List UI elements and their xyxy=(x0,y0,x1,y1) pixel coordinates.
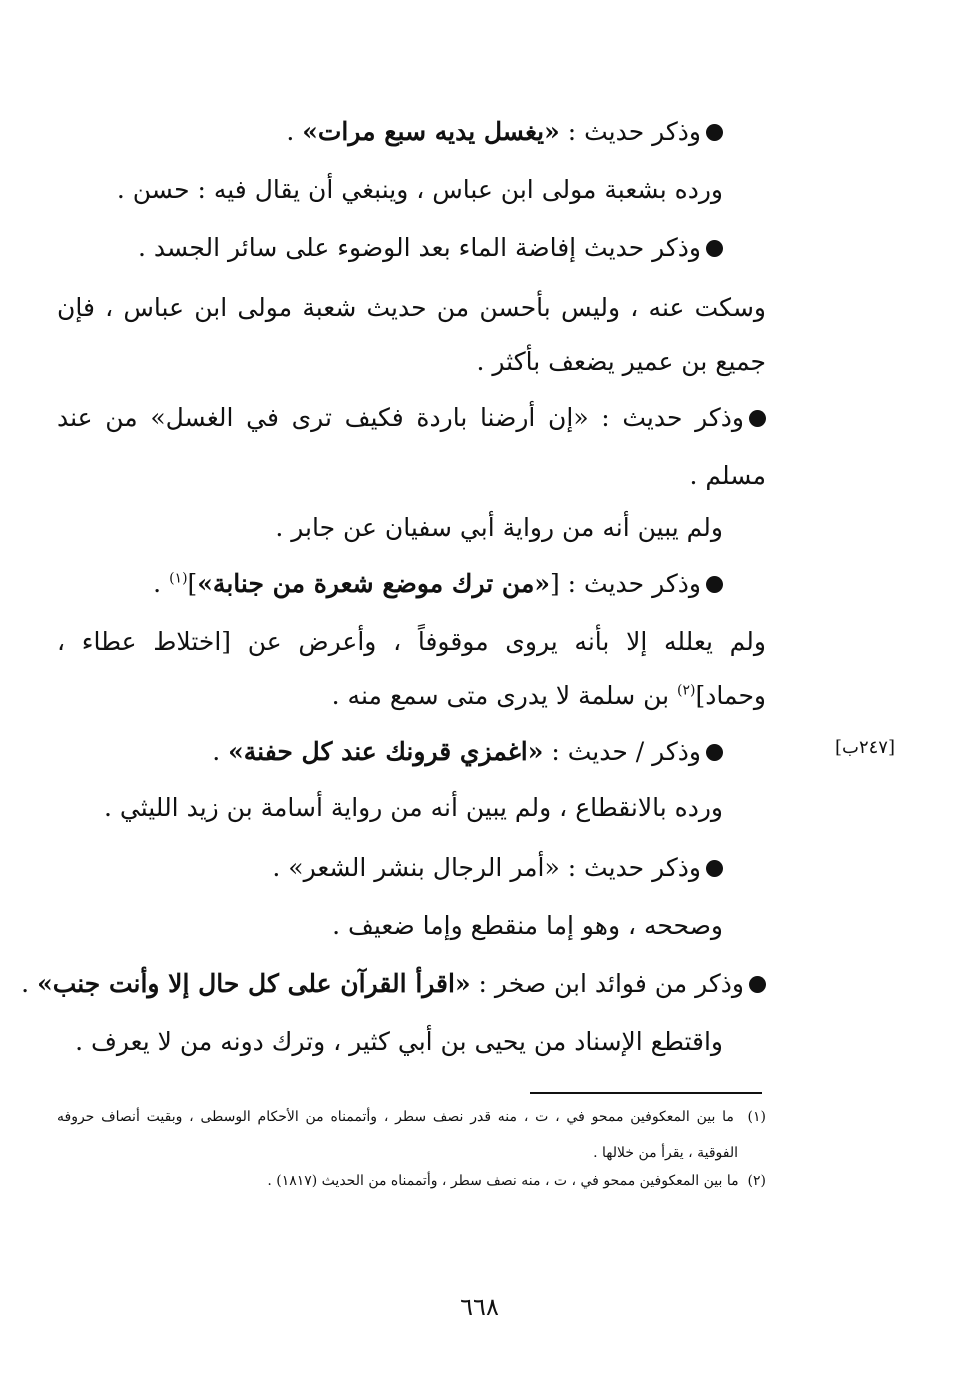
text-line: وذكر حديث : «أمر الرجال بنشر الشعر» . xyxy=(272,848,723,888)
text-line: ولم يعلله إلا بأنه يروى موقوفاً ، وأعرض عن [اختلاط عطاء ، xyxy=(57,627,766,656)
footnote: (١) ما بين المعكوفين ممحو في ، ت ، منه قدر نصف سطر ، وأتممناه من الأحكام الوسطى ، وبقيت أنصاف حروفه xyxy=(57,1109,766,1125)
text-line: ولم يبين أنه من رواية أبي سفيان عن جابر . xyxy=(275,513,723,542)
text-line: وذكر من فوائد ابن صخر : «اقرأ القرآن على كل حال إلا وأنت جنب» . xyxy=(21,964,766,1004)
footnote-ref: (٢) xyxy=(677,682,696,699)
footnote-divider xyxy=(530,1092,762,1094)
hadith-quote: «اغمزي قرونك عند كل حفنة» xyxy=(228,737,544,766)
text-line: وذكر حديث : «إن أرضنا باردة فكيف ترى في الغسل» من عند xyxy=(57,398,766,438)
text-line: جميع بن عمير يضعف بأكثر . xyxy=(476,347,766,376)
text-line: ورده بشعبة مولى ابن عباس ، وينبغي أن يقال فيه : حسن . xyxy=(116,175,723,204)
text-line: وذكر حديث إفاضة الماء بعد الوضوء على سائر الجسد . xyxy=(138,228,723,268)
bullet-icon xyxy=(749,410,766,427)
text-line: وذكر حديث : «يغسل يديه سبع مرات» . xyxy=(286,112,723,152)
text-line: واقتطع الإسناد من يحيى بن أبي كثير ، وترك دونه من لا يعرف . xyxy=(75,1027,723,1056)
bullet-icon xyxy=(749,976,766,993)
text-line: وصححه ، وهو إما منقطع وإما ضعيف . xyxy=(332,911,723,940)
hadith-quote: «من ترك موضع شعرة من جنابة» xyxy=(197,569,550,598)
text-line: وحماد]$^{(٢)}$ بن سلمة لا يدرى متى سمع منه . xyxy=(331,681,766,710)
page-number: ٦٦٨ xyxy=(460,1293,499,1321)
hadith-quote: «يغسل يديه سبع مرات» xyxy=(302,117,560,146)
bullet-icon xyxy=(706,744,723,761)
text-line: وذكر حديث : [«من ترك موضع شعرة من جنابة»]$^{(١)}$ . xyxy=(153,564,723,604)
bullet-icon xyxy=(706,860,723,877)
bullet-icon xyxy=(706,240,723,257)
bullet-icon xyxy=(706,576,723,593)
margin-folio-note: [٢٤٧ب] xyxy=(835,737,896,758)
bullet-icon xyxy=(706,124,723,141)
text-line: مسلم . xyxy=(689,461,766,490)
footnote: (٢) ما بين المعكوفين ممحو في ، ت ، منه نصف سطر ، وأتممناه من الحديث (١٨١٧) . xyxy=(267,1173,766,1189)
footnote: الفوقية ، يقرأ من خلالها . xyxy=(593,1145,738,1161)
text-line: وذكر / حديث : «اغمزي قرونك عند كل حفنة» . xyxy=(212,732,723,772)
text-line: وسكت عنه ، وليس بأحسن من حديث شعبة مولى ابن عباس ، فإن xyxy=(57,293,766,322)
footnote-ref: (١) xyxy=(169,570,188,587)
hadith-quote: «اقرأ القرآن على كل حال إلا وأنت جنب» xyxy=(37,969,471,998)
text-line: ورده بالانقطاع ، ولم يبين أنه من رواية أسامة بن زيد الليثي . xyxy=(103,793,723,822)
